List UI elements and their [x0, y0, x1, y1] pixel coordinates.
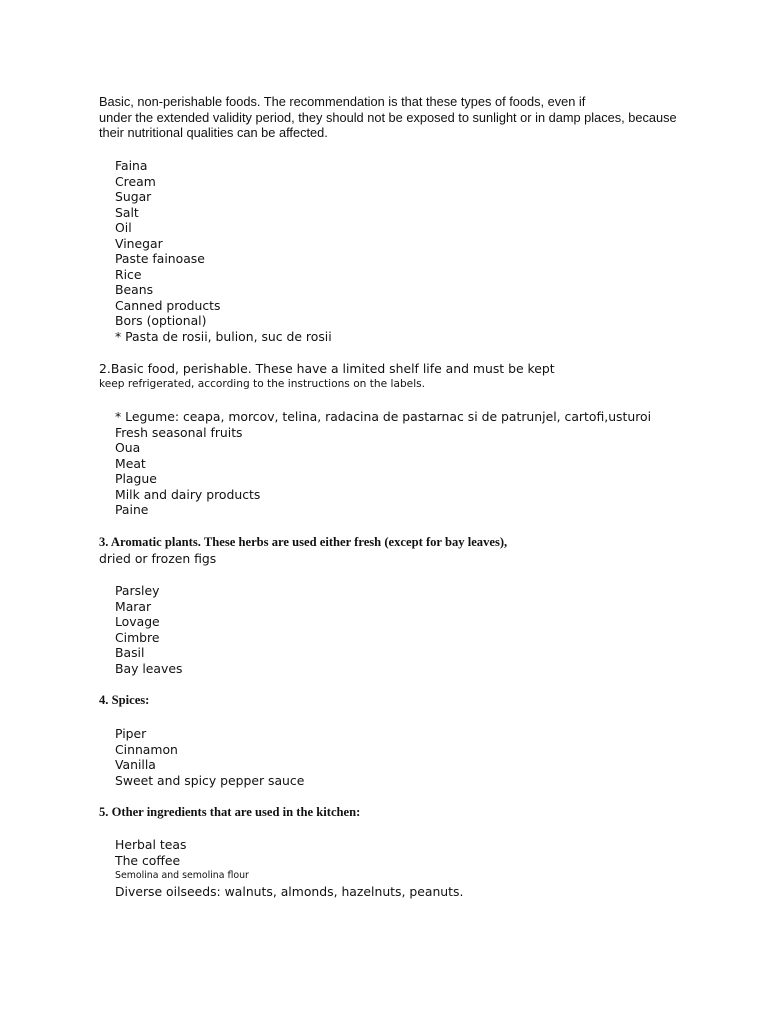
section-3-intro-line-2: dried or frozen figs	[99, 550, 217, 566]
section-2-intro-line-1: 2.Basic food, perishable. These have a limited shelf life and must be kept	[99, 361, 555, 376]
section-3-intro	[99, 535, 507, 566]
section-2-list	[115, 409, 651, 518]
list-item: Sweet and spicy pepper sauce	[115, 772, 305, 788]
list-item: Beans	[115, 282, 154, 297]
section-1-list	[115, 158, 332, 344]
list-item: Herbal teas	[115, 837, 187, 852]
list-item: The coffee	[115, 852, 181, 868]
list-item: Paste fainoase	[115, 251, 205, 266]
list-item: Sugar	[115, 189, 152, 204]
list-item: Meat	[115, 455, 146, 471]
list-item: Bors (optional)	[115, 313, 207, 328]
section-1-intro-line-3: their nutritional qualities can be affected.	[99, 125, 328, 140]
list-item: Cinnamon	[115, 741, 178, 757]
list-item: Plague	[115, 471, 157, 486]
list-item: Cimbre	[115, 629, 160, 645]
section-3-heading: 3. Aromatic plants. These herbs are used either fresh (except for bay leaves),	[99, 535, 508, 549]
list-item: Oua	[115, 440, 141, 455]
list-item: Vinegar	[115, 235, 163, 251]
list-item: * Legume: ceapa, morcov, telina, radacina de pastarnac si de patrunjel, cartofi,usturoi	[115, 409, 652, 424]
list-item: Diverse oilseeds: walnuts, almonds, hazelnuts, peanuts.	[115, 883, 464, 899]
list-item: * Pasta de rosii, bulion, suc de rosii	[115, 328, 332, 344]
section-4-heading: 4. Spices:	[99, 693, 150, 707]
section-1-intro-line-1: Basic, non-perishable foods. The recommendation is that these types of foods, even if	[99, 94, 586, 109]
list-item: Lovage	[115, 614, 160, 629]
section-4-list	[115, 726, 304, 788]
list-item: Bay leaves	[115, 660, 183, 676]
list-item: Salt	[115, 204, 139, 220]
section-3-list	[115, 583, 182, 676]
section-5-list	[115, 837, 463, 899]
list-item: Marar	[115, 598, 152, 614]
section-1-intro-line-2: under the extended validity period, they should not be exposed to sunlight or in damp places, because	[99, 109, 677, 125]
list-item: Semolina and semolina flour	[115, 870, 249, 881]
section-2-intro-line-2: keep refrigerated, according to the instructions on the labels.	[99, 377, 426, 390]
section-5-heading: 5. Other ingredients that are used in the kitchen:	[99, 805, 361, 819]
list-item: Paine	[115, 502, 149, 517]
list-item: Basil	[115, 645, 145, 660]
list-item: Milk and dairy products	[115, 486, 261, 502]
list-item: Canned products	[115, 297, 221, 313]
list-item: Rice	[115, 266, 142, 282]
list-item: Oil	[115, 220, 132, 235]
list-item: Cream	[115, 173, 156, 189]
list-item: Faina	[115, 158, 148, 173]
list-item: Vanilla	[115, 757, 156, 772]
list-item: Piper	[115, 726, 147, 741]
list-item: Fresh seasonal fruits	[115, 424, 243, 440]
section-2-intro	[99, 361, 555, 392]
section-1-intro	[99, 94, 677, 141]
list-item: Parsley	[115, 583, 160, 598]
